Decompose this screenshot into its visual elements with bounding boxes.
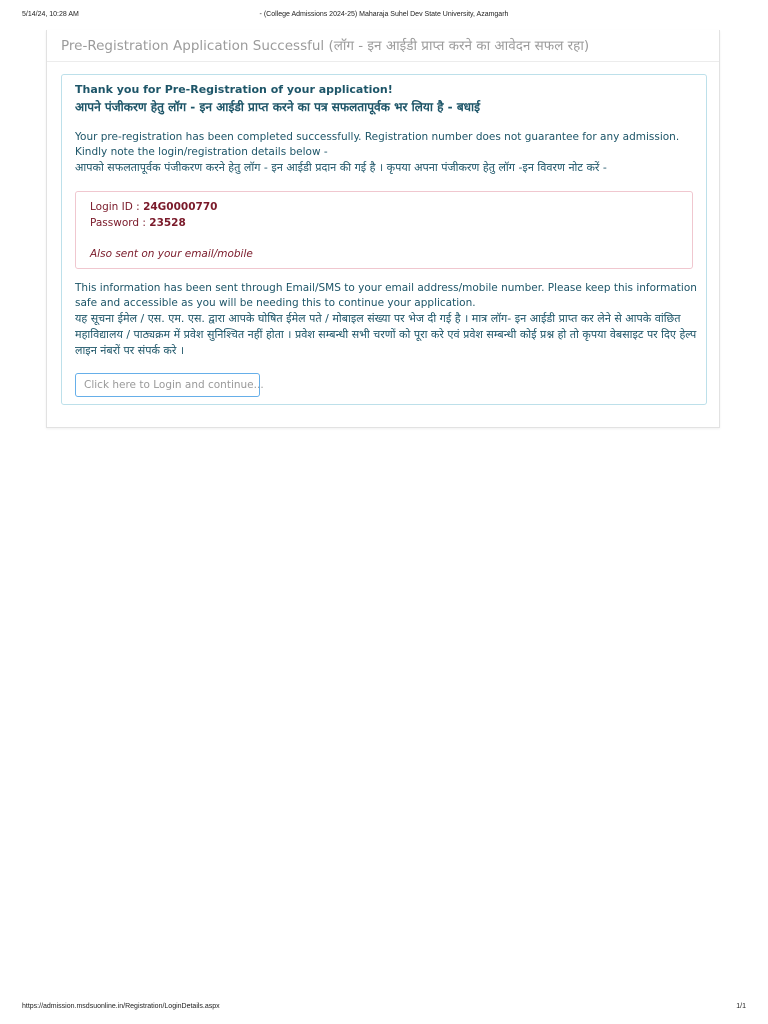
login-id-row [90,201,217,213]
credentials-box [75,191,693,269]
sent-notice: Also sent on your email/mobile [90,248,253,260]
print-footer [22,1003,746,1015]
completion-message-en: Your pre-registration has been completed successfully. Registration number does not guarantee for any admission. Kindly note the login/registration details below - [75,131,680,158]
success-alert [61,74,707,405]
thank-you-heading-en: Thank you for Pre-Registration of your application! [75,83,393,96]
print-page-count: 1/1 [736,1003,746,1010]
thank-you-heading-hi: आपने पंजीकरण हेतु लॉग - इन आईडी प्राप्त करने का पत्र सफलतापूर्वक भर लिया है - बधाई [75,100,481,114]
info-message-hi: यह सूचना ईमेल / एस. एम. एस. द्वारा आपके घोषित ईमेल पते / मोबाइल संख्या पर भेज दी गई है । मात्र लॉग- इन आईडी प्राप्त कर लेने से आपके वांछित महाविद्यालय / पाठ्यक्रम में प्रवेश सुनिश्चित नहीं होता । प्रवेश सम्बन्धी सभी चरणों को पूरा करे एवं प्रवेश सम्बन्धी कोई प्रश्न हो तो कृपया वेबसाइट पर दिए हेल्प लाइन नंबरों पर संपर्क करे । [75,312,697,357]
panel-heading: Pre-Registration Application Successful (लॉग - इन आईडी प्राप्त करने का आवेदन सफल रहा) [61,38,590,54]
registration-panel [46,30,720,428]
password-row [90,217,186,229]
print-date: 5/14/24, 10:28 AM [22,11,79,18]
login-id-value: 24G0000770 [143,201,218,213]
completion-message-hi: आपको सफलतापूर्वक पंजीकरण करने हेतु लॉग - इन आईडी प्रदान की गई है । कृपया अपना पंजीकरण हेतु लॉग -इन विवरण नोट करें - [75,161,607,174]
password-label: Password : [90,217,150,229]
print-url: https://admission.msdsuonline.in/Registration/LoginDetails.aspx [22,1003,220,1010]
print-header [22,11,746,23]
login-continue-button[interactable]: Click here to Login and continue... [75,373,260,397]
panel-divider [47,61,719,62]
login-id-label: Login ID : [90,201,144,213]
info-message-en: This information has been sent through Email/SMS to your email address/mobile number. Please keep this information safe and accessible as you will be needing this to continue your application. [75,282,697,309]
password-value: 23528 [149,217,186,229]
print-page-title: - (College Admissions 2024-25) Maharaja Suhel Dev State University, Azamgarh [259,11,509,18]
